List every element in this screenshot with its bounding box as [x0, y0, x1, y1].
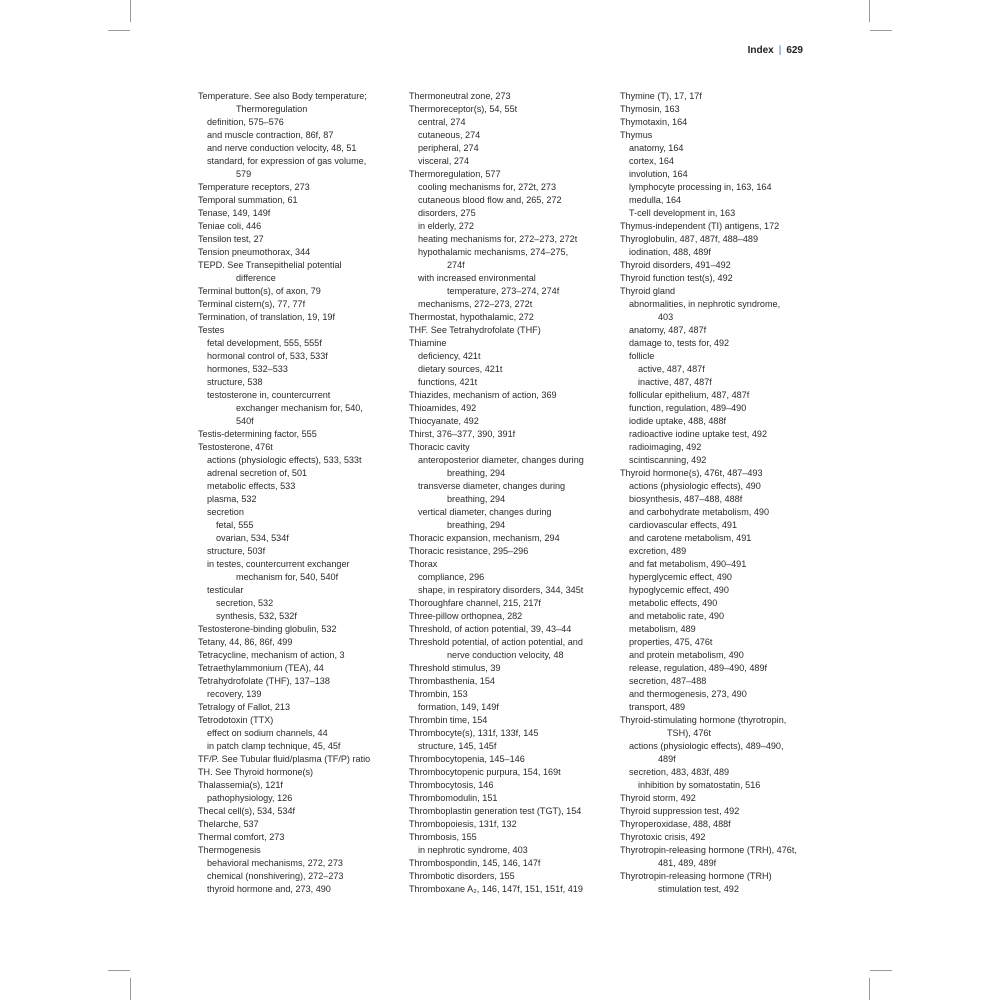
crop-mark	[869, 978, 870, 1000]
index-entry: secretion, 532	[216, 598, 274, 608]
index-entry: breathing, 294	[447, 520, 506, 530]
index-entry: central, 274	[418, 117, 466, 127]
index-entry: plasma, 532	[207, 494, 257, 504]
index-entry: Thyroglobulin, 487, 487f, 488–489	[620, 234, 759, 244]
index-entry: Thromboxane A₂, 146, 147f, 151, 151f, 419	[409, 884, 583, 894]
index-entry: Thyroid storm, 492	[620, 793, 696, 803]
index-entry: Thermal comfort, 273	[198, 832, 285, 842]
index-entry: Thymus	[620, 130, 653, 140]
index-entry: active, 487, 487f	[638, 364, 705, 374]
index-entry: functions, 421t	[418, 377, 478, 387]
index-entry: iodide uptake, 488, 488f	[629, 416, 727, 426]
index-entry: hypothalamic mechanisms, 274–275,	[418, 247, 569, 257]
index-entry: Tetracycline, mechanism of action, 3	[198, 650, 345, 660]
index-entry: peripheral, 274	[418, 143, 479, 153]
index-entry: and thermogenesis, 273, 490	[629, 689, 747, 699]
index-entry: Thyroperoxidase, 488, 488f	[620, 819, 731, 829]
index-entry: fetal development, 555, 555f	[207, 338, 322, 348]
index-entry: breathing, 294	[447, 468, 506, 478]
index-entry: exchanger mechanism for, 540,	[236, 403, 363, 413]
index-entry: Thromboplastin generation test (TGT), 154	[409, 806, 582, 816]
index-entry: Threshold potential, of action potential, and	[409, 637, 583, 647]
index-entry: transverse diameter, changes during	[418, 481, 566, 491]
index-entry: and carotene metabolism, 491	[629, 533, 752, 543]
index-entry: disorders, 275	[418, 208, 476, 218]
index-entry: visceral, 274	[418, 156, 470, 166]
index-entry: and carbohydrate metabolism, 490	[629, 507, 770, 517]
index-entry: mechanisms, 272–273, 272t	[418, 299, 533, 309]
index-entry: metabolism, 489	[629, 624, 696, 634]
index-entry: Thiazides, mechanism of action, 369	[409, 390, 557, 400]
index-entry: Thermoreceptor(s), 54, 55t	[409, 104, 518, 114]
index-entry: stimulation test, 492	[658, 884, 739, 894]
index-entry: Thrombocyte(s), 131f, 133f, 145	[409, 728, 539, 738]
index-entry: Tetany, 44, 86, 86f, 499	[198, 637, 293, 647]
index-entry: cutaneous blood flow and, 265, 272	[418, 195, 562, 205]
index-entry: breathing, 294	[447, 494, 506, 504]
crop-mark	[108, 970, 130, 971]
index-entry: Thrombasthenia, 154	[409, 676, 495, 686]
index-entry: Thrombin, 153	[409, 689, 468, 699]
index-column-1	[198, 90, 408, 896]
index-entry: iodination, 488, 489f	[629, 247, 711, 257]
index-entry: Thrombocytopenia, 145–146	[409, 754, 525, 764]
index-entry: Thyroid-stimulating hormone (thyrotropin,	[620, 715, 787, 725]
index-entry: Thiamine	[409, 338, 447, 348]
index-entry: Thyroid gland	[620, 286, 676, 296]
index-entry: Temporal summation, 61	[198, 195, 298, 205]
index-entry: anteroposterior diameter, changes during	[418, 455, 584, 465]
index-entry: Thrombospondin, 145, 146, 147f	[409, 858, 541, 868]
index-entry: in elderly, 272	[418, 221, 474, 231]
index-entry: behavioral mechanisms, 272, 273	[207, 858, 343, 868]
index-entry: Thermostat, hypothalamic, 272	[409, 312, 534, 322]
index-entry: Thoroughfare channel, 215, 217f	[409, 598, 541, 608]
index-entry: Terminal cistern(s), 77, 77f	[198, 299, 306, 309]
index-entry: inactive, 487, 487f	[638, 377, 712, 387]
index-entry: anatomy, 487, 487f	[629, 325, 707, 335]
crop-mark	[869, 0, 870, 22]
index-entry: properties, 475, 476t	[629, 637, 713, 647]
index-entry: Threshold stimulus, 39	[409, 663, 501, 673]
index-entry: Thrombomodulin, 151	[409, 793, 498, 803]
index-entry: involution, 164	[629, 169, 688, 179]
running-header	[748, 45, 803, 56]
index-entry: recovery, 139	[207, 689, 262, 699]
index-entry: in testes, countercurrent exchanger	[207, 559, 350, 569]
index-entry: Terminal button(s), of axon, 79	[198, 286, 321, 296]
index-entry: nerve conduction velocity, 48	[447, 650, 564, 660]
index-entry: with increased environmental	[418, 273, 536, 283]
index-column-2	[409, 90, 619, 896]
index-entry: inhibition by somatostatin, 516	[638, 780, 761, 790]
crop-mark	[108, 30, 130, 31]
index-entry: synthesis, 532, 532f	[216, 611, 297, 621]
index-entry: Thermogenesis	[198, 845, 261, 855]
index-entry: release, regulation, 489–490, 489f	[629, 663, 768, 673]
crop-mark	[130, 0, 131, 22]
index-entry: Thyroid hormone(s), 476t, 487–493	[620, 468, 763, 478]
index-entry: actions (physiologic effects), 533, 533t	[207, 455, 362, 465]
index-entry: Thrombocytosis, 146	[409, 780, 494, 790]
index-entry: Testis-determining factor, 555	[198, 429, 317, 439]
index-entry: Temperature. See also Body temperature;	[198, 91, 367, 101]
index-entry: fetal, 555	[216, 520, 254, 530]
index-entry: cooling mechanisms for, 272t, 273	[418, 182, 556, 192]
section-title: Index	[747, 45, 774, 56]
index-entry: Thioamides, 492	[409, 403, 477, 413]
index-entry: vertical diameter, changes during	[418, 507, 552, 517]
index-entry: Thymosin, 163	[620, 104, 680, 114]
index-entry: function, regulation, 489–490	[629, 403, 747, 413]
index-entry: TSH), 476t	[667, 728, 711, 738]
index-entry: and fat metabolism, 490–491	[629, 559, 747, 569]
index-entry: Temperature receptors, 273	[198, 182, 310, 192]
index-entry: Thymus-independent (TI) antigens, 172	[620, 221, 780, 231]
index-entry: TEPD. See Transepithelial potential	[198, 260, 342, 270]
index-entry: Thyroid function test(s), 492	[620, 273, 733, 283]
index-entry: Thalassemia(s), 121f	[198, 780, 283, 790]
index-entry: Thyroid disorders, 491–492	[620, 260, 731, 270]
index-entry: Thoracic expansion, mechanism, 294	[409, 533, 560, 543]
index-entry: abnormalities, in nephrotic syndrome,	[629, 299, 781, 309]
index-entry: Thrombin time, 154	[409, 715, 488, 725]
index-entry: cutaneous, 274	[418, 130, 481, 140]
index-entry: and muscle contraction, 86f, 87	[207, 130, 334, 140]
index-entry: ovarian, 534, 534f	[216, 533, 289, 543]
index-entry: Tenase, 149, 149f	[198, 208, 271, 218]
index-entry: Teniae coli, 446	[198, 221, 262, 231]
index-entry: adrenal secretion of, 501	[207, 468, 308, 478]
index-entry: lymphocyte processing in, 163, 164	[629, 182, 772, 192]
page-number: 629	[786, 45, 803, 56]
index-entry: Thermoregulation, 577	[409, 169, 501, 179]
index-entry: in nephrotic syndrome, 403	[418, 845, 528, 855]
index-entry: Tetralogy of Fallot, 213	[198, 702, 290, 712]
index-entry: heating mechanisms for, 272–273, 272t	[418, 234, 578, 244]
index-entry: radioactive iodine uptake test, 492	[629, 429, 768, 439]
index-entry: definition, 575–576	[207, 117, 284, 127]
index-entry: Tensilon test, 27	[198, 234, 264, 244]
index-entry: Thoracic cavity	[409, 442, 470, 452]
index-entry: deficiency, 421t	[418, 351, 481, 361]
index-entry: and nerve conduction velocity, 48, 51	[207, 143, 357, 153]
index-column-3	[620, 90, 830, 896]
index-entry: and protein metabolism, 490	[629, 650, 744, 660]
index-entry: TF/P. See Tubular fluid/plasma (TF/P) ratio	[198, 754, 371, 764]
index-entry: chemical (nonshivering), 272–273	[207, 871, 344, 881]
index-entry: scintiscanning, 492	[629, 455, 707, 465]
index-entry: dietary sources, 421t	[418, 364, 503, 374]
index-entry: temperature, 273–274, 274f	[447, 286, 560, 296]
index-entry: Thorax	[409, 559, 438, 569]
index-entry: radioimaging, 492	[629, 442, 702, 452]
index-entry: Thymine (T), 17, 17f	[620, 91, 702, 101]
index-entry: Thyrotoxic crisis, 492	[620, 832, 706, 842]
index-entry: 403	[658, 312, 674, 322]
index-entry: Tetrodotoxin (TTX)	[198, 715, 274, 725]
index-entry: 274f	[447, 260, 465, 270]
index-entry: anatomy, 164	[629, 143, 684, 153]
index-entry: actions (physiologic effects), 490	[629, 481, 761, 491]
index-entry: Thyroid suppression test, 492	[620, 806, 740, 816]
index-entry: Three-pillow orthopnea, 282	[409, 611, 523, 621]
index-entry: follicular epithelium, 487, 487f	[629, 390, 750, 400]
index-entry: secretion, 487–488	[629, 676, 707, 686]
index-entry: transport, 489	[629, 702, 686, 712]
index-entry: and metabolic rate, 490	[629, 611, 725, 621]
index-entry: effect on sodium channels, 44	[207, 728, 328, 738]
crop-mark	[870, 970, 892, 971]
index-entry: Thyrotropin-releasing hormone (TRH)	[620, 871, 772, 881]
crop-mark	[870, 30, 892, 31]
index-entry: Thermoregulation	[236, 104, 308, 114]
index-entry: mechanism for, 540, 540f	[236, 572, 339, 582]
index-entry: testicular	[207, 585, 244, 595]
index-entry: Tension pneumothorax, 344	[198, 247, 311, 257]
index-entry: actions (physiologic effects), 489–490,	[629, 741, 784, 751]
index-entry: Thymotaxin, 164	[620, 117, 688, 127]
index-entry: thyroid hormone and, 273, 490	[207, 884, 331, 894]
index-entry: hypoglycemic effect, 490	[629, 585, 729, 595]
index-entry: compliance, 296	[418, 572, 485, 582]
index-entry: Termination, of translation, 19, 19f	[198, 312, 335, 322]
index-entry: Thyrotropin-releasing hormone (TRH), 476t,	[620, 845, 797, 855]
index-entry: Thrombosis, 155	[409, 832, 477, 842]
index-entry: formation, 149, 149f	[418, 702, 499, 712]
index-entry: Thirst, 376–377, 390, 391f	[409, 429, 516, 439]
index-entry: hormonal control of, 533, 533f	[207, 351, 328, 361]
header-divider: |	[778, 45, 782, 56]
crop-mark	[130, 978, 131, 1000]
index-entry: medulla, 164	[629, 195, 682, 205]
index-entry: Testosterone, 476t	[198, 442, 273, 452]
index-entry: metabolic effects, 490	[629, 598, 718, 608]
index-entry: Thiocyanate, 492	[409, 416, 479, 426]
index-entry: pathophysiology, 126	[207, 793, 293, 803]
index-entry: biosynthesis, 487–488, 488f	[629, 494, 743, 504]
index-entry: 579	[236, 169, 252, 179]
index-entry: in patch clamp technique, 45, 45f	[207, 741, 341, 751]
index-entry: THF. See Tetrahydrofolate (THF)	[409, 325, 541, 335]
index-entry: Testosterone-binding globulin, 532	[198, 624, 337, 634]
index-entry: secretion	[207, 507, 244, 517]
index-entry: Thrombopoiesis, 131f, 132	[409, 819, 517, 829]
index-entry: TH. See Thyroid hormone(s)	[198, 767, 314, 777]
index-entry: 489f	[658, 754, 676, 764]
index-entry: structure, 538	[207, 377, 263, 387]
index-entry: 481, 489, 489f	[658, 858, 717, 868]
index-entry: Thrombocytopenic purpura, 154, 169t	[409, 767, 561, 777]
index-entry: Tetraethylammonium (TEA), 44	[198, 663, 324, 673]
index-entry: testosterone in, countercurrent	[207, 390, 331, 400]
index-entry: structure, 145, 145f	[418, 741, 497, 751]
index-entry: hyperglycemic effect, 490	[629, 572, 732, 582]
index-entry: excretion, 489	[629, 546, 687, 556]
index-entry: shape, in respiratory disorders, 344, 345t	[418, 585, 584, 595]
index-entry: standard, for expression of gas volume,	[207, 156, 367, 166]
index-entry: damage to, tests for, 492	[629, 338, 730, 348]
index-entry: metabolic effects, 533	[207, 481, 296, 491]
index-entry: Thoracic resistance, 295–296	[409, 546, 529, 556]
index-entry: structure, 503f	[207, 546, 266, 556]
index-entry: Testes	[198, 325, 225, 335]
index-entry: Thecal cell(s), 534, 534f	[198, 806, 296, 816]
index-entry: T-cell development in, 163	[629, 208, 736, 218]
index-entry: difference	[236, 273, 276, 283]
index-entry: Thermoneutral zone, 273	[409, 91, 511, 101]
index-entry: 540f	[236, 416, 254, 426]
index-entry: Thrombotic disorders, 155	[409, 871, 515, 881]
index-entry: Tetrahydrofolate (THF), 137–138	[198, 676, 330, 686]
index-entry: Thelarche, 537	[198, 819, 259, 829]
index-entry: follicle	[629, 351, 655, 361]
index-entry: cortex, 164	[629, 156, 674, 166]
index-entry: cardiovascular effects, 491	[629, 520, 738, 530]
index-entry: Threshold, of action potential, 39, 43–44	[409, 624, 572, 634]
index-entry: secretion, 483, 483f, 489	[629, 767, 730, 777]
index-entry: hormones, 532–533	[207, 364, 288, 374]
